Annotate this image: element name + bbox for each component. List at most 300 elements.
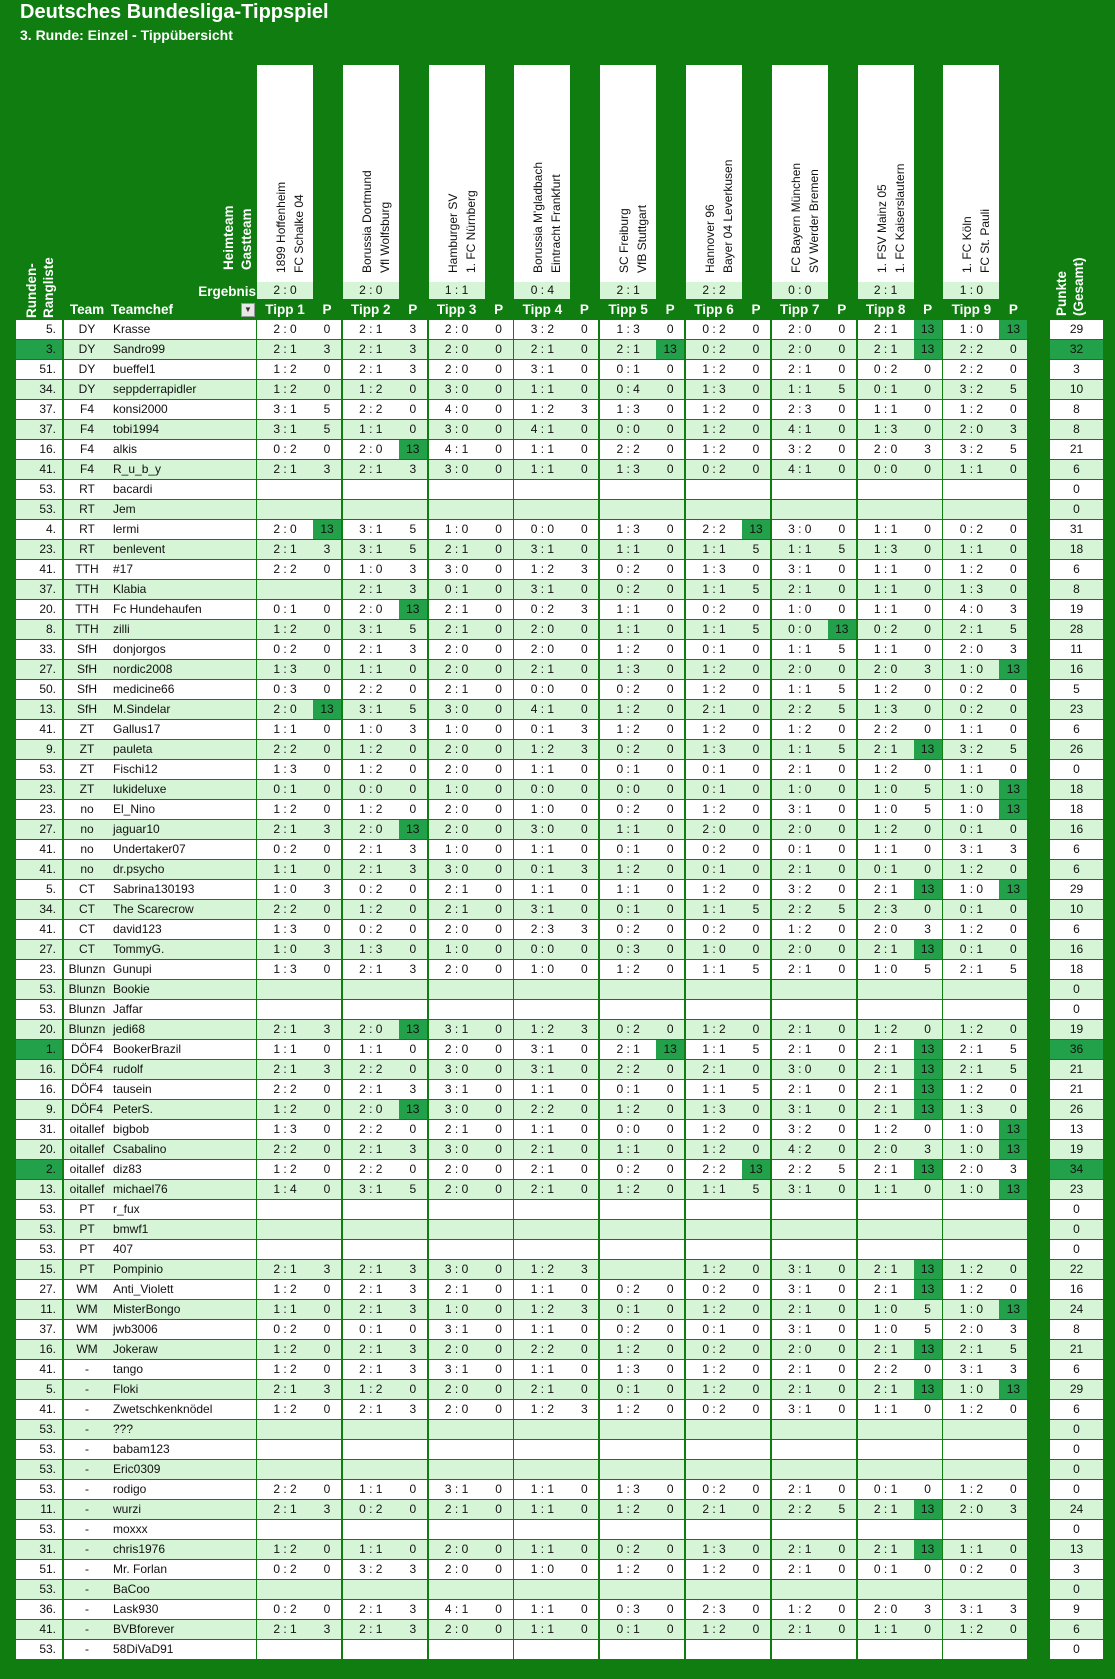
tipp-cell: 1 : 0 xyxy=(943,780,999,799)
tipp-cell xyxy=(943,1240,999,1259)
points-cell: 0 xyxy=(485,380,513,399)
teamchef-cell: Pompinio xyxy=(110,1260,256,1279)
tipp-cell xyxy=(686,1000,742,1019)
points-cell: 5 xyxy=(313,420,341,439)
tipp-cell: 1 : 1 xyxy=(600,620,656,639)
tipp-cell xyxy=(600,1420,656,1439)
team-cell: - xyxy=(64,1420,110,1439)
team-cell: DÖF4 xyxy=(64,1100,110,1119)
points-cell: 0 xyxy=(485,740,513,759)
points-cell: 13 xyxy=(999,1380,1027,1399)
tipp-column-header: Tipp 4 xyxy=(522,302,563,317)
teamchef-cell: r_fux xyxy=(110,1200,256,1219)
tipp-cell: 2 : 2 xyxy=(257,1080,313,1099)
points-cell: 0 xyxy=(999,1020,1027,1039)
tipp-cell: 1 : 0 xyxy=(943,880,999,899)
tipp-cell: 1 : 1 xyxy=(514,1080,570,1099)
tipp-cell: 2 : 2 xyxy=(686,520,742,539)
tipp-cell: 3 : 1 xyxy=(429,1020,485,1039)
points-cell xyxy=(914,1460,942,1479)
tipp-cell: 1 : 1 xyxy=(943,720,999,739)
tipp-cell: 1 : 0 xyxy=(943,1120,999,1139)
tipp-cell: 1 : 1 xyxy=(858,520,914,539)
tipp-cell: 0 : 3 xyxy=(257,680,313,699)
tipp-cell: 2 : 1 xyxy=(772,1080,828,1099)
points-cell xyxy=(399,980,427,999)
points-cell: 0 xyxy=(485,320,513,339)
points-cell xyxy=(914,1580,942,1599)
points-cell: 0 xyxy=(570,1560,598,1579)
points-cell: 0 xyxy=(914,700,942,719)
rank-cell: 16. xyxy=(16,1340,62,1359)
teamchef-cell: Klabia xyxy=(110,580,256,599)
points-cell: 3 xyxy=(999,1320,1027,1339)
rank-cell: 5. xyxy=(16,320,62,339)
total-points-cell: 21 xyxy=(1050,1060,1103,1079)
tipp-cell: 0 : 1 xyxy=(429,580,485,599)
tipp-cell: 3 : 1 xyxy=(514,580,570,599)
points-cell: 0 xyxy=(570,320,598,339)
tipp-column-header: Tipp 1 xyxy=(265,302,305,317)
rank-cell: 23. xyxy=(16,960,62,979)
points-cell: 0 xyxy=(485,1080,513,1099)
tipp-cell: 1 : 2 xyxy=(858,760,914,779)
tipp-cell xyxy=(858,980,914,999)
match-result: 1 : 1 xyxy=(429,282,485,299)
points-cell: 0 xyxy=(313,740,341,759)
tipp-cell xyxy=(772,1460,828,1479)
tipp-cell: 2 : 1 xyxy=(943,1040,999,1059)
tipp-cell: 0 : 0 xyxy=(514,780,570,799)
home-team-name: 1. FC Köln xyxy=(960,216,975,273)
tipp-cell xyxy=(772,480,828,499)
tipp-cell: 1 : 0 xyxy=(943,1140,999,1159)
page-title: Deutsches Bundesliga-Tippspiel xyxy=(20,1,329,23)
teamchef-cell: The Scarecrow xyxy=(110,900,256,919)
tipp-cell: 3 : 1 xyxy=(772,1100,828,1119)
points-cell xyxy=(742,480,770,499)
tipp-cell: 0 : 1 xyxy=(600,840,656,859)
points-cell: 0 xyxy=(656,1400,684,1419)
points-cell: 0 xyxy=(399,1040,427,1059)
points-cell xyxy=(313,1640,341,1659)
points-cell: 0 xyxy=(828,400,856,419)
points-cell: 0 xyxy=(742,1400,770,1419)
points-cell: 3 xyxy=(399,640,427,659)
tipp-cell xyxy=(514,480,570,499)
rank-cell: 53. xyxy=(16,1460,62,1479)
points-cell: 0 xyxy=(914,1400,942,1419)
tipp-cell: 3 : 2 xyxy=(343,1560,399,1579)
points-cell: 13 xyxy=(999,320,1027,339)
points-cell xyxy=(570,480,598,499)
points-cell: 5 xyxy=(999,440,1027,459)
tipp-cell: 1 : 1 xyxy=(772,640,828,659)
rank-cell: 9. xyxy=(16,740,62,759)
points-cell xyxy=(485,980,513,999)
teamchef-cell: pauleta xyxy=(110,740,256,759)
points-cell xyxy=(828,500,856,519)
teamchef-cell: Fischi12 xyxy=(110,760,256,779)
points-cell: 13 xyxy=(914,340,942,359)
tipp-cell: 2 : 0 xyxy=(343,600,399,619)
tipp-cell xyxy=(514,1460,570,1479)
points-cell: 0 xyxy=(313,760,341,779)
points-cell: 3 xyxy=(570,1300,598,1319)
match-teams-2 xyxy=(343,65,399,297)
points-column-header: P xyxy=(408,302,418,317)
points-cell: 0 xyxy=(656,700,684,719)
points-cell: 0 xyxy=(485,660,513,679)
tipp-cell: 2 : 1 xyxy=(343,580,399,599)
tipp-cell xyxy=(686,1240,742,1259)
points-cell: 0 xyxy=(914,680,942,699)
points-cell: 5 xyxy=(742,900,770,919)
points-cell xyxy=(485,1220,513,1239)
rank-cell: 16. xyxy=(16,440,62,459)
tipp-cell xyxy=(858,1460,914,1479)
points-cell xyxy=(828,1520,856,1539)
points-cell: 0 xyxy=(313,1280,341,1299)
points-cell: 0 xyxy=(399,1380,427,1399)
total-points-cell: 10 xyxy=(1050,380,1103,399)
points-cell: 0 xyxy=(914,400,942,419)
points-cell: 0 xyxy=(742,760,770,779)
total-points-cell: 0 xyxy=(1050,1420,1103,1439)
points-cell: 0 xyxy=(656,940,684,959)
tipp-cell: 0 : 2 xyxy=(686,920,742,939)
points-cell xyxy=(828,480,856,499)
points-cell: 0 xyxy=(914,460,942,479)
tipp-cell: 1 : 2 xyxy=(257,1400,313,1419)
rank-cell: 51. xyxy=(16,1560,62,1579)
total-points-cell: 0 xyxy=(1050,480,1103,499)
points-cell: 3 xyxy=(914,1140,942,1159)
tipp-cell: 2 : 1 xyxy=(686,1060,742,1079)
points-cell: 0 xyxy=(656,820,684,839)
tipp-cell: 1 : 2 xyxy=(686,1560,742,1579)
tipp-cell: 1 : 3 xyxy=(858,420,914,439)
total-points-cell: 9 xyxy=(1050,1600,1103,1619)
tipp-cell: 2 : 2 xyxy=(772,1500,828,1519)
tipp-cell: 4 : 0 xyxy=(429,400,485,419)
total-points-cell: 26 xyxy=(1050,740,1103,759)
tipp-cell xyxy=(772,1000,828,1019)
tipp-cell xyxy=(686,500,742,519)
points-cell xyxy=(656,1240,684,1259)
tipp-cell: 4 : 1 xyxy=(429,1600,485,1619)
points-cell xyxy=(914,1000,942,1019)
points-cell xyxy=(656,1420,684,1439)
points-cell: 0 xyxy=(485,440,513,459)
points-cell: 0 xyxy=(485,560,513,579)
points-cell: 3 xyxy=(999,640,1027,659)
tipp-cell: 0 : 1 xyxy=(600,900,656,919)
points-cell: 0 xyxy=(485,340,513,359)
points-cell: 0 xyxy=(313,1180,341,1199)
total-points-cell: 0 xyxy=(1050,1240,1103,1259)
tipp-cell: 2 : 2 xyxy=(943,360,999,379)
teamchef-cell: chris1976 xyxy=(110,1540,256,1559)
team-cell: DY xyxy=(64,320,110,339)
tipp-cell: 0 : 2 xyxy=(686,840,742,859)
tipp-cell: 3 : 0 xyxy=(429,1140,485,1159)
tipp-cell: 2 : 1 xyxy=(343,1260,399,1279)
points-cell: 0 xyxy=(570,1620,598,1639)
points-cell: 0 xyxy=(485,920,513,939)
tipp-cell: 2 : 1 xyxy=(343,1360,399,1379)
total-points-cell: 8 xyxy=(1050,420,1103,439)
total-points-cell: 21 xyxy=(1050,1080,1103,1099)
tipp-cell: 3 : 1 xyxy=(943,840,999,859)
points-cell: 0 xyxy=(399,420,427,439)
points-cell xyxy=(313,1000,341,1019)
tipp-cell: 0 : 2 xyxy=(858,360,914,379)
tipp-cell: 1 : 0 xyxy=(943,1380,999,1399)
points-cell: 13 xyxy=(914,1540,942,1559)
tipp-cell: 1 : 1 xyxy=(514,1320,570,1339)
team-cell: - xyxy=(64,1520,110,1539)
tipp-cell: 2 : 1 xyxy=(858,1040,914,1059)
tipp-cell xyxy=(858,500,914,519)
rank-cell: 50. xyxy=(16,680,62,699)
points-cell: 0 xyxy=(914,560,942,579)
team-cell: SfH xyxy=(64,640,110,659)
teamchef-cell: konsi2000 xyxy=(110,400,256,419)
tipp-cell: 1 : 2 xyxy=(686,1620,742,1639)
tipp-cell: 3 : 1 xyxy=(257,420,313,439)
tipp-cell: 4 : 1 xyxy=(772,420,828,439)
tipp-cell: 1 : 2 xyxy=(600,1400,656,1419)
tipp-cell: 1 : 3 xyxy=(257,760,313,779)
points-cell xyxy=(914,480,942,499)
tipp-cell: 1 : 0 xyxy=(343,720,399,739)
tipp-cell: 0 : 1 xyxy=(686,1320,742,1339)
tipp-cell: 2 : 0 xyxy=(429,340,485,359)
tipp-cell: 1 : 0 xyxy=(943,660,999,679)
tipp-cell: 1 : 3 xyxy=(600,400,656,419)
tipp-cell xyxy=(429,1580,485,1599)
away-team-name: 1. FC Nürnberg xyxy=(463,190,478,273)
points-cell: 0 xyxy=(485,840,513,859)
points-cell: 3 xyxy=(399,1360,427,1379)
points-cell xyxy=(570,1580,598,1599)
team-cell: DÖF4 xyxy=(64,1080,110,1099)
points-cell: 0 xyxy=(999,580,1027,599)
tipp-cell: 0 : 2 xyxy=(686,1280,742,1299)
points-cell: 0 xyxy=(828,1560,856,1579)
points-cell: 0 xyxy=(485,1300,513,1319)
tipp-cell: 0 : 1 xyxy=(257,600,313,619)
points-cell: 0 xyxy=(570,1100,598,1119)
points-cell: 0 xyxy=(656,1320,684,1339)
points-cell: 0 xyxy=(742,1100,770,1119)
teamchef-cell: bmwf1 xyxy=(110,1220,256,1239)
rank-cell: 53. xyxy=(16,1220,62,1239)
points-cell: 0 xyxy=(656,1620,684,1639)
teamchef-cell: benlevent xyxy=(110,540,256,559)
teamchef-cell: PeterS. xyxy=(110,1100,256,1119)
tipp-cell: 1 : 3 xyxy=(686,1100,742,1119)
tipp-cell: 0 : 2 xyxy=(600,800,656,819)
tipp-cell xyxy=(943,1200,999,1219)
points-cell: 0 xyxy=(313,960,341,979)
points-cell: 0 xyxy=(399,1540,427,1559)
rank-cell: 41. xyxy=(16,1360,62,1379)
teamchef-cell: 58DiVaD91 xyxy=(110,1640,256,1659)
total-points-cell: 6 xyxy=(1050,1360,1103,1379)
points-cell xyxy=(656,1260,684,1279)
points-cell xyxy=(485,1460,513,1479)
points-cell: 0 xyxy=(313,800,341,819)
points-cell xyxy=(399,500,427,519)
gastteam-label: Gastteam xyxy=(239,208,254,270)
teamchef-cell: jaguar10 xyxy=(110,820,256,839)
points-cell: 0 xyxy=(914,860,942,879)
tipp-cell: 0 : 2 xyxy=(257,1560,313,1579)
tipp-cell: 2 : 0 xyxy=(343,1100,399,1119)
points-cell: 0 xyxy=(828,800,856,819)
tipp-cell xyxy=(257,1640,313,1659)
tipp-cell xyxy=(429,1520,485,1539)
total-points-cell: 18 xyxy=(1050,960,1103,979)
tipp-cell: 2 : 2 xyxy=(257,560,313,579)
points-cell: 0 xyxy=(485,360,513,379)
tipp-cell: 2 : 1 xyxy=(772,860,828,879)
tipp-cell xyxy=(257,500,313,519)
tipp-cell: 3 : 1 xyxy=(943,1600,999,1619)
points-cell: 0 xyxy=(742,640,770,659)
points-cell: 0 xyxy=(914,640,942,659)
team-cell: - xyxy=(64,1620,110,1639)
points-cell: 0 xyxy=(570,800,598,819)
points-cell: 0 xyxy=(656,1540,684,1559)
tipp-cell: 2 : 1 xyxy=(772,1480,828,1499)
points-cell: 0 xyxy=(570,520,598,539)
points-cell: 0 xyxy=(828,360,856,379)
tipp-cell: 1 : 2 xyxy=(257,1100,313,1119)
tipp-cell: 1 : 2 xyxy=(343,760,399,779)
points-cell xyxy=(742,1200,770,1219)
tipp-cell: 1 : 2 xyxy=(600,720,656,739)
points-cell: 0 xyxy=(313,900,341,919)
tipp-cell: 2 : 0 xyxy=(343,440,399,459)
tipp-cell xyxy=(514,1200,570,1219)
points-column-header: P xyxy=(837,302,847,317)
tipp-cell: 1 : 2 xyxy=(257,1360,313,1379)
points-cell: 5 xyxy=(828,540,856,559)
tipp-cell: 1 : 0 xyxy=(858,780,914,799)
points-cell xyxy=(656,500,684,519)
tipp-cell: 1 : 2 xyxy=(343,740,399,759)
rank-cell: 53. xyxy=(16,1440,62,1459)
tipp-cell: 1 : 1 xyxy=(514,1480,570,1499)
points-cell xyxy=(999,1000,1027,1019)
points-cell: 0 xyxy=(570,1160,598,1179)
points-cell: 0 xyxy=(828,1600,856,1619)
tipp-cell: 2 : 1 xyxy=(772,1360,828,1379)
page-subtitle: 3. Runde: Einzel - Tippübersicht xyxy=(20,27,233,43)
points-cell: 13 xyxy=(399,600,427,619)
tipp-cell: 1 : 1 xyxy=(686,960,742,979)
points-cell xyxy=(999,1240,1027,1259)
points-cell: 5 xyxy=(999,1340,1027,1359)
points-cell: 13 xyxy=(399,1020,427,1039)
tipp-cell: 2 : 1 xyxy=(772,1040,828,1059)
team-cell: RT xyxy=(64,480,110,499)
tipp-cell: 2 : 1 xyxy=(343,360,399,379)
tipp-cell xyxy=(343,1440,399,1459)
points-cell: 0 xyxy=(485,1500,513,1519)
tipp-cell: 0 : 2 xyxy=(514,600,570,619)
tipp-cell xyxy=(943,1420,999,1439)
points-cell: 0 xyxy=(656,800,684,819)
points-cell: 0 xyxy=(828,1620,856,1639)
points-cell: 0 xyxy=(828,660,856,679)
total-points-cell: 19 xyxy=(1050,1140,1103,1159)
tipp-cell: 2 : 1 xyxy=(343,340,399,359)
teamchef-cell: Mr. Forlan xyxy=(110,1560,256,1579)
points-cell: 0 xyxy=(570,680,598,699)
points-cell: 0 xyxy=(313,1160,341,1179)
points-cell: 5 xyxy=(313,400,341,419)
points-cell: 0 xyxy=(485,880,513,899)
points-cell xyxy=(914,1240,942,1259)
tipp-cell: 2 : 1 xyxy=(257,1380,313,1399)
teamchef-cell: Anti_Violett xyxy=(110,1280,256,1299)
tipp-cell xyxy=(686,480,742,499)
tipp-cell: 2 : 2 xyxy=(686,1160,742,1179)
team-cell: no xyxy=(64,860,110,879)
tipp-cell: 2 : 1 xyxy=(429,900,485,919)
points-cell: 0 xyxy=(828,720,856,739)
points-cell: 0 xyxy=(656,860,684,879)
team-cell: WM xyxy=(64,1340,110,1359)
points-cell: 5 xyxy=(999,740,1027,759)
tipp-cell: 2 : 1 xyxy=(858,880,914,899)
team-cell: ZT xyxy=(64,780,110,799)
points-cell: 0 xyxy=(570,340,598,359)
tipp-cell: 1 : 0 xyxy=(429,940,485,959)
points-cell: 13 xyxy=(914,1080,942,1099)
tipp-cell: 2 : 1 xyxy=(858,940,914,959)
tipp-cell: 2 : 1 xyxy=(429,620,485,639)
team-cell: CT xyxy=(64,900,110,919)
tipp-cell: 2 : 1 xyxy=(429,880,485,899)
tipp-cell xyxy=(943,1000,999,1019)
team-cell: no xyxy=(64,800,110,819)
total-points-cell: 19 xyxy=(1050,600,1103,619)
points-cell: 0 xyxy=(485,820,513,839)
points-cell: 0 xyxy=(656,640,684,659)
points-cell: 3 xyxy=(313,820,341,839)
tipp-cell xyxy=(858,1520,914,1539)
points-cell: 13 xyxy=(914,1060,942,1079)
tipp-cell: 1 : 0 xyxy=(943,320,999,339)
filter-dropdown-icon[interactable]: ▼ xyxy=(241,303,255,317)
match-result: 0 : 0 xyxy=(772,282,828,299)
points-cell xyxy=(999,1580,1027,1599)
tipp-cell: 1 : 3 xyxy=(943,580,999,599)
points-cell: 0 xyxy=(828,1140,856,1159)
points-cell: 0 xyxy=(999,1400,1027,1419)
points-cell: 0 xyxy=(914,540,942,559)
tipp-cell: 0 : 1 xyxy=(600,1620,656,1639)
points-cell xyxy=(914,1440,942,1459)
total-points-cell: 5 xyxy=(1050,680,1103,699)
tipp-cell: 2 : 1 xyxy=(858,1100,914,1119)
away-team-name: SV Werder Bremen xyxy=(806,169,821,273)
